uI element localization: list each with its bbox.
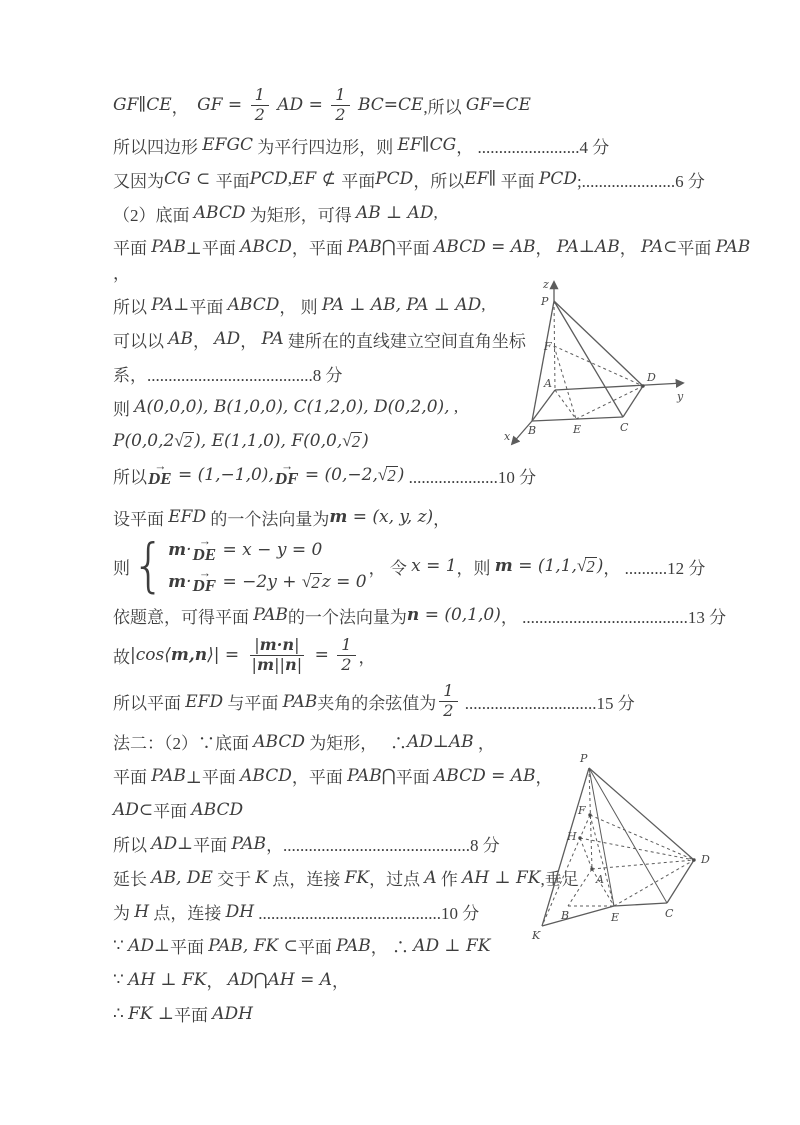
segment-mb: m (494, 556, 513, 577)
segment-cn: 所以 (113, 297, 152, 317)
segment-frac (248, 636, 307, 674)
solution-line (113, 636, 760, 674)
segment-cn: 所以 (113, 467, 147, 487)
segment-brace: { m · → DE = x − y = 0 m · → DF = −2y + √ 2 z = 0 (132, 531, 367, 600)
segment-cn: ， (332, 972, 350, 992)
segment-m: ) (397, 465, 405, 486)
vertex-label-K: K (532, 929, 541, 942)
segment-m: PA⊥ (151, 295, 190, 316)
segment-cn: 的一个法向量为 (206, 509, 330, 529)
segment-m: ABCD (253, 731, 305, 752)
edge-KE (542, 906, 614, 926)
segment-cn: ， 则 (279, 297, 322, 317)
segment-m: PCD (375, 169, 414, 190)
edge-PK (542, 768, 589, 926)
segment-FE-dashed (590, 815, 614, 906)
segment-cn: 平面 (677, 239, 716, 259)
segment-cn: ，过点 (369, 870, 425, 890)
segment-FD-dashed (590, 815, 694, 860)
segment-m: PAB (231, 833, 267, 854)
segment-frac (331, 86, 349, 124)
segment-frac (337, 636, 355, 674)
segment-cn: ， (240, 331, 262, 351)
edge-PC (554, 301, 623, 417)
segment-m: 1 (254, 85, 265, 104)
segment-vec: → DF (274, 458, 299, 489)
vertex-label-H: H (567, 830, 577, 843)
figure-pyramid-with-K (512, 744, 747, 962)
segment-cn: 平面 (496, 171, 539, 191)
segment-mb: m·n (259, 635, 295, 655)
segment-m: | (294, 635, 300, 655)
segment-m: x = 1 (411, 556, 457, 577)
solution-line (113, 458, 760, 489)
segment-m: CG ⊂ (164, 169, 216, 190)
segment-m: || (274, 654, 285, 674)
segment-cn: 平面 (215, 171, 250, 191)
segment-cn: 平面 (169, 938, 209, 958)
segment-cn: , (481, 295, 486, 315)
segment-m: K (255, 867, 269, 888)
segment-AE-dashed (555, 390, 576, 419)
segment-m: ⟩| = (207, 645, 245, 666)
solution-line (113, 166, 760, 192)
segment-m: GF∥CE (113, 95, 172, 116)
segment-m: |cos⟨ (130, 645, 171, 666)
segment-m: PA⊂ (640, 236, 678, 257)
segment-m: PAB (715, 236, 751, 257)
segment-m: 2 (341, 654, 352, 674)
edge-EC (614, 903, 667, 906)
segment-m: EFGC (202, 135, 254, 156)
segment-m: 2 (254, 104, 265, 124)
segment-cn: 平面 (395, 239, 434, 259)
segment-m: AD⊥ (128, 935, 170, 956)
segment-m: DH (225, 901, 255, 922)
segment-cn: 法二：（2）∵底面 (113, 734, 254, 754)
segment-cn: ∵ (113, 969, 129, 989)
segment-cn: 延长 (113, 870, 152, 890)
solution-line (113, 531, 760, 600)
segment-mb: m (257, 654, 275, 674)
segment-m: GF=CE (465, 95, 531, 116)
solution-line (113, 86, 760, 124)
segment-m: A (424, 867, 437, 888)
segment-cn: 系，.......................................8 分 (113, 365, 343, 385)
segment-cn: 点，连接 (268, 870, 345, 890)
solution-line (113, 1001, 760, 1027)
segment-mb: m (168, 572, 187, 593)
segment-m: PAB (282, 691, 318, 712)
edge-AB-dashed (568, 869, 592, 906)
segment-m: FK ⊥ (128, 1003, 174, 1024)
segment-m: AH ⊥ FK (462, 867, 541, 888)
segment-cn: ∴ (113, 1003, 129, 1023)
edge-BC (532, 417, 623, 421)
segment-cn: , (433, 203, 438, 223)
segment-m: PAB⋂ (347, 236, 396, 257)
point-H (578, 836, 581, 839)
segment-cn: 则 (113, 399, 135, 419)
segment-m: ADH (212, 1003, 253, 1024)
vertex-label-E: E (611, 911, 620, 924)
segment-m: = (x, y, z) (347, 507, 434, 528)
segment-m: EF∥ (464, 169, 497, 190)
segment-cn: 则 (113, 558, 130, 578)
segment-m: z = 0 (321, 572, 367, 593)
segment-cn: 平面 (113, 768, 152, 788)
point-F (588, 813, 591, 816)
segment-cn: ， .......................................13 分 (500, 607, 727, 627)
segment-m: 2 (443, 701, 454, 721)
vertex-label-B: B (528, 424, 537, 437)
segment-vec: → DE (192, 534, 217, 564)
segment-cn: 为 (113, 904, 135, 924)
edge-PB (532, 301, 554, 421)
segment-cn: 故 (113, 647, 130, 667)
segment-m: = (0,−2, (299, 465, 378, 486)
segment-cn: ， (171, 97, 198, 117)
vertex-label-C: C (620, 421, 629, 434)
segment-m: PAB (151, 236, 186, 257)
segment-cn: （2）底面 (113, 205, 194, 225)
segment-m: FK (344, 867, 370, 888)
segment-m: PAB (336, 935, 371, 956)
segment-cn: 可以以 (113, 331, 169, 351)
vertex-label-P: P (541, 295, 549, 308)
vertex-label-F: F (578, 804, 586, 817)
segment-frac (251, 86, 269, 124)
segment-m: , FK ⊂ (242, 935, 298, 956)
segment-cn: ， (433, 509, 451, 529)
segment-sqrt: √ 2 (301, 571, 320, 592)
segment-m: ABCD (227, 295, 280, 316)
segment-m: ABCD (240, 765, 292, 786)
segment-cn: 平面 (341, 171, 376, 191)
segment-m: PAB (151, 765, 186, 786)
segment-cn: 夹角的余弦值为 (317, 694, 437, 714)
segment-FE-dashed (554, 346, 576, 419)
segment-m: PA⊥AB (556, 236, 620, 257)
solution-line (113, 200, 760, 226)
segment-m: ABCD (193, 203, 246, 224)
segment-cn: ， (113, 264, 130, 284)
segment-sqrt: √ 2 (576, 555, 595, 576)
segment-FD-dashed (554, 346, 643, 386)
segment-cn: 建所在的直线建立空间直角坐标 (283, 331, 526, 351)
segment-m: AH ⊥ FK (128, 969, 207, 990)
segment-vec: → DF (192, 565, 217, 596)
edge-PD (554, 301, 643, 386)
segment-cn: ，平面 (291, 768, 348, 788)
segment-m: GF = (197, 95, 248, 116)
segment-m: 1 (335, 85, 346, 104)
segment-m: P(0,0,2 (113, 431, 175, 452)
axis-label-z: z (543, 278, 549, 291)
axis-label-y: y (677, 390, 684, 403)
segment-cn: 平面 (297, 938, 337, 958)
segment-cn: ， (473, 734, 495, 754)
segment-m: ) (596, 556, 604, 577)
solution-line (113, 504, 760, 530)
figure-coordinate-pyramid (503, 270, 703, 465)
segment-mb: n (406, 605, 420, 626)
segment-mb: m (168, 540, 187, 561)
vertex-label-C: C (665, 907, 674, 920)
segment-cn: ， ..........12 分 (603, 558, 706, 578)
vertex-label-A: A (596, 873, 604, 886)
segment-m: AD⊥ (151, 833, 194, 854)
segment-cn: ⊥平面 (185, 239, 241, 259)
vertex-label-F: F (544, 340, 552, 353)
segment-m: PA (261, 329, 284, 350)
segment-cn: 平面 (193, 836, 232, 856)
edge-CD (667, 860, 694, 903)
segment-cn: 为矩形， ∴ (304, 734, 407, 754)
segment-m: | (296, 654, 303, 674)
segment-m: A(0,0,0), B(1,0,0), C(1,2,0), D(0,2,0), (134, 397, 450, 418)
segment-m: | (254, 635, 260, 655)
segment-cn: ， (535, 239, 557, 259)
segment-cn: 交于 (212, 870, 256, 890)
solution-line (113, 967, 760, 993)
segment-cn: ， (619, 239, 641, 259)
segment-cn: ， (206, 972, 228, 992)
segment-m: AD⋂AH = A (227, 969, 333, 990)
segment-m: PAB (253, 605, 288, 626)
edge-PA-dashed (554, 301, 555, 390)
segment-AH-dashed (580, 838, 592, 869)
segment-m: EF∥CG (397, 135, 457, 156)
segment-cn: ...............................15 分 (460, 694, 635, 714)
segment-cn: ，则 (456, 558, 495, 578)
segment-cn: 所以 (113, 836, 152, 856)
segment-m: | (251, 654, 257, 674)
segment-cn: 的一个法向量为 (287, 607, 407, 627)
segment-mb: n (284, 654, 297, 674)
segment-cn: ， ........................4 分 (456, 137, 610, 157)
segment-mb: m (329, 507, 348, 528)
segment-m: EFD (185, 691, 224, 712)
segment-m: PAB (208, 935, 243, 956)
segment-m: ABCD (191, 799, 244, 820)
segment-m: PCD (249, 169, 288, 190)
segment-cn: ，............................................8 分 (266, 836, 500, 856)
segment-m: = (1,−1,0), (172, 465, 274, 486)
segment-cn: 所以四边形 (113, 137, 203, 157)
segment-m: = (309, 645, 335, 666)
segment-cn: ， (535, 768, 553, 788)
segment-HD-dashed (580, 838, 694, 860)
segment-m: BC=CE (352, 95, 424, 116)
segment-m: AB, DE (151, 867, 213, 888)
segment-m: = (1,1, (512, 556, 577, 577)
segment-cn: 平面 (173, 1006, 213, 1026)
segment-m: AD (214, 329, 241, 350)
vertex-label-D: D (701, 853, 710, 866)
segment-cn: 平面 (189, 297, 228, 317)
segment-cn: 平面 (113, 239, 152, 259)
segment-cn: 与平面 (223, 694, 283, 714)
segment-m: AD ⊥ FK (413, 935, 491, 956)
segment-m: ) (362, 431, 369, 452)
segment-cn: ;......................6 分 (576, 171, 705, 191)
segment-m: PA ⊥ AB, PA ⊥ AD (321, 295, 482, 316)
segment-m: AB ⊥ AD (355, 203, 434, 224)
segment-m: 1 (443, 681, 454, 701)
solution-line (113, 132, 760, 158)
segment-sqrt: √ 2 (377, 464, 396, 485)
segment-cn: 设平面 (113, 509, 169, 529)
segment-m: AD = (271, 95, 329, 116)
segment-cn: 为平行四边形，则 (253, 137, 398, 157)
equation-row (168, 565, 367, 596)
segment-cn: 点，连接 (149, 904, 226, 924)
segment-m: AD⊂ (113, 799, 154, 820)
segment-sqrt: √ 2 (342, 430, 361, 451)
segment-cn: 平面 (395, 768, 434, 788)
segment-mb: m,n (170, 645, 208, 666)
segment-frac (439, 682, 457, 720)
vertex-label-A: A (544, 377, 552, 390)
segment-m: 2 (335, 104, 346, 124)
segment-m: ABCD (240, 236, 292, 257)
segment-cn: , (449, 397, 459, 417)
segment-cn: ， ∴ (370, 938, 414, 958)
edge-CD (623, 386, 643, 417)
point-D (692, 858, 695, 861)
solution-line (113, 682, 760, 720)
segment-cn: 作 (436, 870, 463, 890)
segment-m: EF ⊄ (291, 169, 342, 190)
segment-cn: 又因为 (113, 171, 164, 191)
segment-m: ABCD = AB (433, 765, 536, 786)
equation-row (168, 534, 366, 564)
segment-cn: 所以平面 (113, 694, 186, 714)
segment-ED-dashed (614, 860, 694, 906)
segment-cn: ...........................................10 分 (254, 904, 480, 924)
segment-cn: ∵ (113, 935, 129, 955)
point-D (641, 384, 644, 387)
segment-cn: ， 令 (368, 558, 412, 578)
solution-line (113, 602, 760, 628)
segment-m: = (0,1,0) (419, 605, 501, 626)
segment-m: ), E(1,1,0), F(0,0, (194, 431, 343, 452)
y-axis (555, 383, 683, 390)
segment-m: · (186, 540, 192, 561)
segment-cn: 为矩形，可得 (245, 205, 356, 225)
segment-cn: ,垂足 (540, 870, 579, 890)
segment-m: · (186, 572, 192, 593)
segment-m: EFD (168, 507, 207, 528)
vertex-label-D: D (647, 371, 656, 384)
segment-cn: ⊥平面 (185, 768, 241, 788)
segment-cn: 平面 (153, 802, 192, 822)
segment-m: ABCD = AB (433, 236, 536, 257)
axis-label-x: x (504, 430, 511, 443)
segment-cn: , (287, 169, 292, 189)
segment-cn: .....................10 分 (404, 467, 537, 487)
vertex-label-E: E (573, 423, 582, 436)
segment-cn: ， (193, 331, 215, 351)
segment-cn: ，平面 (291, 239, 348, 259)
segment-sqrt: √ 2 (174, 430, 193, 451)
segment-m: AB (168, 329, 194, 350)
point-A (590, 867, 593, 870)
vertex-label-P: P (580, 752, 588, 765)
segment-cn: ， (358, 647, 376, 667)
segment-cn: ,所以 (423, 97, 466, 117)
segment-cn: 依题意，可得平面 (113, 607, 254, 627)
segment-m: PCD (538, 169, 577, 190)
edge-DP (589, 768, 694, 860)
vertex-label-B: B (561, 909, 570, 922)
segment-m: AD⊥AB (406, 731, 474, 752)
segment-m: = x − y = 0 (217, 540, 323, 561)
segment-m: = −2y + (217, 572, 302, 593)
segment-vec: → DE (148, 458, 172, 489)
segment-cn: ，所以 (413, 171, 465, 191)
segment-m: 1 (341, 635, 352, 655)
segment-m: H (134, 901, 150, 922)
segment-m: PAB⋂ (347, 765, 396, 786)
